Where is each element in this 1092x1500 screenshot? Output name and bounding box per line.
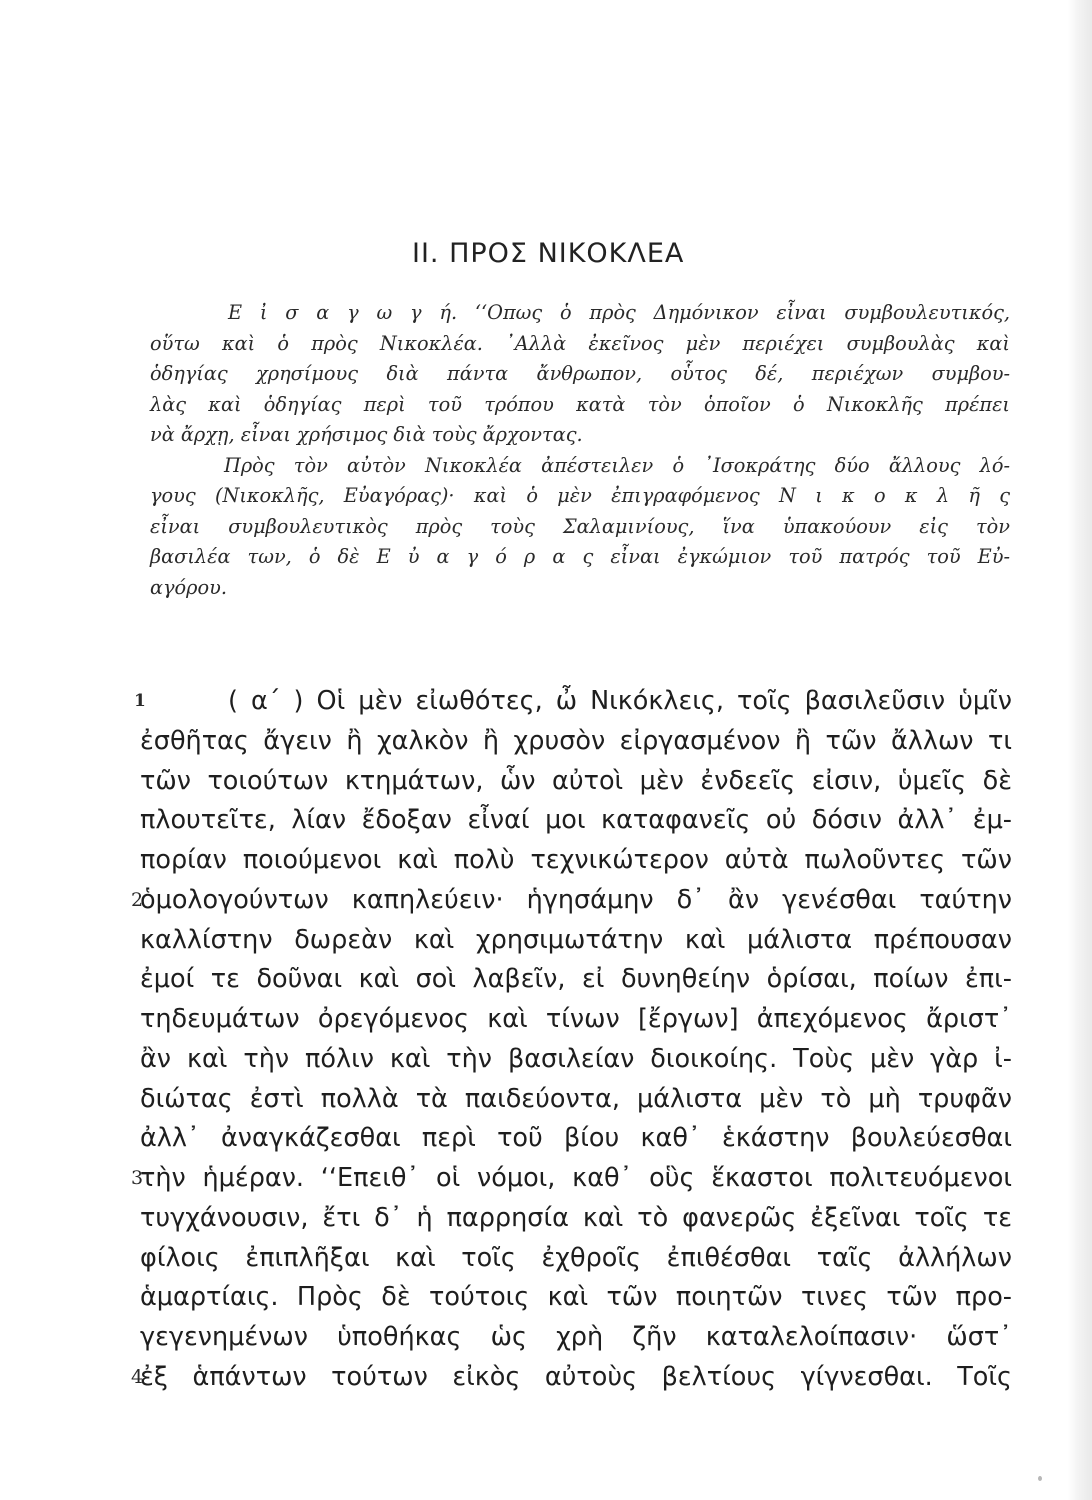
text-line xyxy=(140,722,1012,762)
intro-line: νὰ ἄρχῃ, εἶναι χρήσιμος διὰ τοὺς ἄρχοντας. xyxy=(150,423,583,446)
intro-line: εἶναι συμβουλευτικὸς πρὸς τοὺς Σαλαμινίους, ἵνα ὑπακούουν εἰς τὸν xyxy=(150,514,1010,538)
intro-line: γους (Νικοκλῆς, Εὐαγόρας)· καὶ ὁ μὲν ἐπιγραφόμενος Ν ι κ ο κ λ ῆ ς xyxy=(150,484,1010,507)
text-line xyxy=(140,1278,1012,1318)
scan-edge-shadow xyxy=(1068,0,1092,1500)
intro-line: βασιλέα των, ὁ δὲ Ε ὐ α γ ό ρ α ς εἶναι ἐγκώμιον τοῦ πατρός τοῦ Εὐ- xyxy=(150,545,1010,568)
intro-line: λὰς καὶ ὁδηγίας περὶ τοῦ τρόπου κατὰ τὸν ὁποῖον ὁ Νικοκλῆς πρέπει xyxy=(150,392,1010,416)
section-number: 1 xyxy=(134,691,146,711)
text-line xyxy=(131,881,1012,921)
text-line xyxy=(140,762,1012,802)
section-number: 2 xyxy=(131,888,144,911)
text-line xyxy=(140,1199,1012,1239)
text-line xyxy=(140,1318,1012,1358)
line-text: γεγενημένων ὑποθήκας ὡς χρὴ ζῆν καταλελοίπασιν· ὥστ᾽ xyxy=(140,1322,1012,1352)
line-text: πορίαν ποιούμενοι καὶ πολὺ τεχνικώτερον αὐτὰ πωλοῦντες τῶν xyxy=(140,845,1012,875)
line-text: ἀλλ᾽ ἀναγκάζεσθαι περὶ τοῦ βίου καθ᾽ ἑκάστην βουλεύεσθαι xyxy=(140,1123,1012,1154)
line-text: ἐμοί τε δοῦναι καὶ σοὶ λαβεῖν, εἰ δυνηθείην ὁρίσαι, ποίων ἐπι- xyxy=(140,964,1012,995)
text-line xyxy=(140,1040,1012,1080)
intro-line: Ε ἰ σ α γ ω γ ή. ʻʻΟπως ὁ πρὸς Δημόνικον εἶναι συμβουλευτικός, xyxy=(228,301,1010,324)
text-line xyxy=(140,1080,1012,1120)
text-line xyxy=(140,960,1012,1000)
text-line xyxy=(140,921,1012,961)
text-line xyxy=(140,1119,1012,1159)
intro-line: αγόρου. xyxy=(150,575,227,599)
section-number: 4 xyxy=(131,1365,144,1388)
chapter-title: II. ΠΡΟΣ ΝΙΚΟΚΛΕΑ xyxy=(412,238,685,269)
text-line xyxy=(131,1159,1012,1199)
line-text: καλλίστην δωρεὰν καὶ χρησιμωτάτην καὶ μάλιστα πρέπουσαν xyxy=(140,924,1012,955)
line-text: διώτας ἐστὶ πολλὰ τὰ παιδεύοντα, μάλιστα μὲν τὸ μὴ τρυφᾶν xyxy=(140,1083,1012,1114)
scan-speck xyxy=(1038,1476,1042,1481)
line-text: πλουτεῖτε, λίαν ἔδοξαν εἶναί μοι καταφανεῖς οὐ δόσιν ἀλλ᾽ ἐμ- xyxy=(140,805,1012,836)
line-text: τὴν ἡμέραν. ʻʻΕπειθ᾽ οἱ νόμοι, καθ᾽ οὓς ἕκαστοι πολιτευόμενοι xyxy=(140,1163,1012,1193)
line-text: φίλοις ἐπιπλῆξαι καὶ τοῖς ἐχθροῖς ἐπιθέσθαι ταῖς ἀλλήλων xyxy=(140,1242,1012,1273)
main-text xyxy=(131,682,1012,1398)
text-line xyxy=(131,1358,1012,1398)
intro-line: Πρὸς τὸν αὐτὸν Νικοκλέα ἀπέστειλεν ὁ ᾽Ισοκράτης δύο ἄλλους λό- xyxy=(224,453,1010,477)
line-text: ἐσθῆτας ἄγειν ἢ χαλκὸν ἢ χρυσὸν εἰργασμένον ἢ τῶν ἄλλων τι xyxy=(140,725,1012,756)
text-line xyxy=(140,1000,1012,1040)
line-text: τηδευμάτων ὀρεγόμενος καὶ τίνων [ἔργων] ἀπεχόμενος ἄριστ᾽ xyxy=(140,1004,1012,1034)
text-line xyxy=(134,682,1012,722)
line-text: τυγχάνουσιν, ἔτι δ᾽ ἡ παρρησία καὶ τὸ φανερῶς ἐξεῖναι τοῖς τε xyxy=(140,1202,1012,1233)
intro-line: ὁδηγίας χρησίμους διὰ πάντα ἄνθρωπον, οὗτος δέ, περιέχων συμβου- xyxy=(150,362,1010,385)
line-text: ἐξ ἁπάντων τούτων εἰκὸς αὐτοὺς βελτίους γίγνεσθαι. Τοῖς xyxy=(140,1361,1012,1392)
line-text: τῶν τοιούτων κτημάτων, ὧν αὐτοὶ μὲν ἐνδεεῖς εἰσιν, ὑμεῖς δὲ xyxy=(140,765,1012,796)
line-text: ἁμαρτίαις. Πρὸς δὲ τούτοις καὶ τῶν ποιητῶν τινες τῶν προ- xyxy=(140,1282,1012,1313)
section-number: 3 xyxy=(131,1167,144,1189)
text-line xyxy=(140,801,1012,841)
intro-line: οὕτω καὶ ὁ πρὸς Νικοκλέα. ᾽Αλλὰ ἐκεῖνος μὲν περιέχει συμβουλὰς καὶ xyxy=(150,331,1010,355)
text-line xyxy=(140,1239,1012,1279)
line-text: ὁμολογούντων καπηλεύειν· ἡγησάμην δ᾽ ἂν γενέσθαι ταύτην xyxy=(140,884,1012,915)
line-text: ( α΄ ) Οἱ μὲν εἰωθότες, ὦ Νικόκλεις, τοῖς βασιλεῦσιν ὑμῖν xyxy=(228,686,1012,716)
text-line xyxy=(140,841,1012,881)
line-text: ἂν καὶ τὴν πόλιν καὶ τὴν βασιλείαν διοικοίης. Τοὺς μὲν γὰρ ἰ- xyxy=(140,1043,1012,1074)
introduction xyxy=(150,298,1010,603)
